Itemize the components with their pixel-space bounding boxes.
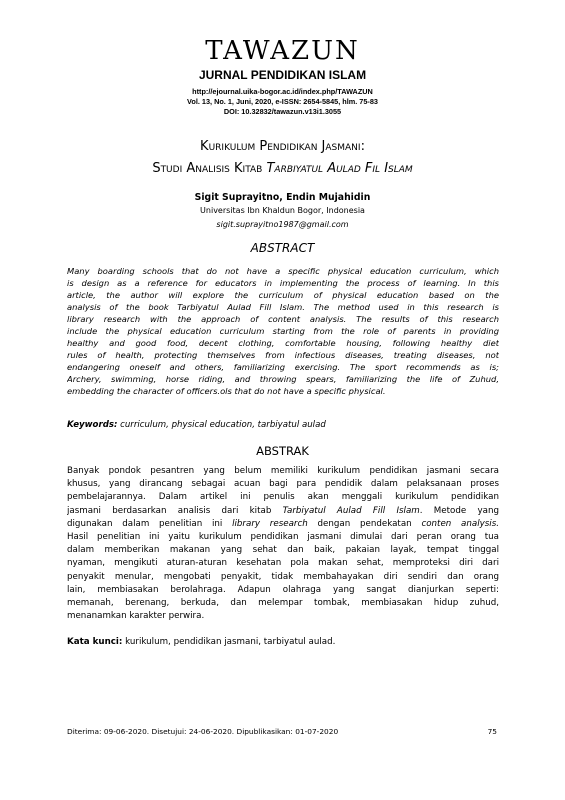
abstract-heading: ABSTRACT <box>250 241 315 255</box>
line-text: dalam memberikan makanan yang sehat dan baik, pakaian layak, tempat tinggal <box>67 545 499 556</box>
line-text: digunakan dalam penelitian ini <box>67 518 233 529</box>
abstract-line: Many boarding schools that do not have a specific physical education curriculum, which <box>67 266 499 276</box>
affiliation: Universitas Ibn Khaldun Bogor, Indonesia <box>200 206 365 215</box>
italic-term: conten analysis. <box>421 518 499 529</box>
abstrak-line <box>67 584 499 597</box>
line-text: pembelajarannya. Dalam artikel ini penulis akan menggali kurikulum pendidikan <box>67 492 499 503</box>
footer-dates: Diterima: 09-06-2020. Disetujui: 24-06-2020. Dipublikasikan: 01-07-2020 <box>67 727 339 736</box>
line-text: . Metode yang <box>419 505 499 516</box>
abstract-line: is design as a reference for educators in implementing the process of learning. In this <box>67 278 499 288</box>
kata-kunci-label: Kata kunci: <box>67 637 123 647</box>
abstract-line: rules of health, protecting themselves from infectious diseases, treating diseases, not <box>67 350 499 360</box>
abstract-body <box>67 265 499 397</box>
line-text: memanah, berenang, berkuda, dan melempar tombak, membiasakan hidup zuhud, <box>67 597 499 608</box>
italic-term: library research <box>232 518 308 529</box>
abstrak-line <box>67 465 499 478</box>
italic-term: Tarbiyatul Aulad Fill Islam <box>282 505 420 516</box>
doi[interactable]: DOI: 10.32832/tawazun.v13i1.3055 <box>223 107 342 116</box>
kata-kunci-values: kurikulum, pendidikan jasmani, tarbiyatul aulad. <box>122 637 336 647</box>
abstrak-line <box>67 478 499 491</box>
abstract-line: library research with the approach of content analysis. The results of this research <box>67 314 499 324</box>
abstrak-line <box>67 491 499 504</box>
keywords <box>67 419 499 431</box>
line-text: lain, membiasakan berolahraga. Adapun olahraga yang sangat dianjurkan seperti: <box>67 584 499 595</box>
kata-kunci <box>67 636 499 649</box>
abstract-line: include the physical education curriculum starting from the role of parents in providing <box>67 326 499 336</box>
line-text: Banyak pondok pesantren yang belum memiliki kurikulum pendidikan jasmani secara <box>67 466 499 476</box>
line-text: Hasil penelitian ini yaitu kurikulum pendidikan jasmani dimulai dari peran orang tua <box>67 531 499 542</box>
authors: Sigit Suprayitno, Endin Mujahidin <box>194 192 371 203</box>
author-email[interactable]: sigit.suprayitno1987@gmail.com <box>216 220 349 229</box>
article-title-line1: Kurikulum Pendidikan Jasmani: <box>200 139 365 154</box>
line-text: menanamkan karakter perwira. <box>67 611 205 622</box>
abstract-line: Archery, swimming, horse riding, and throwing spears, familiarizing the life of Zuhud, <box>67 374 499 384</box>
abstrak-line <box>67 531 499 544</box>
page-number: 75 <box>487 727 497 736</box>
abstrak-line <box>67 518 499 531</box>
line-text: penyakit menular, mengobati penyakit, tidak membahayakan diri sendiri dan orang <box>67 571 499 582</box>
volume-info: Vol. 13, No. 1, Juni, 2020, e-ISSN: 2654-5845, hlm. 75-83 <box>187 97 378 106</box>
abstrak-body <box>67 465 499 623</box>
abstrak-line <box>67 610 499 623</box>
journal-name: TAWAZUN <box>205 36 360 66</box>
journal-url[interactable]: http://ejournal.uika-bogor.ac.id/index.php/TAWAZUN <box>192 87 373 96</box>
abstract-line: healthy and good food, decent clothing, comfortable housing, following healthy diet <box>67 338 499 348</box>
abstract-line: article, the author will explore the curriculum of physical education based on the <box>67 290 499 300</box>
abstract-line: embedding the character of officers.ols that do not have a specific physical. <box>67 386 386 396</box>
journal-subtitle: JURNAL PENDIDIKAN ISLAM <box>198 68 367 82</box>
abstrak-line <box>67 557 499 570</box>
line-text: nyaman, mengikuti aturan-aturan kesehatan pola makan sehat, memproteksi diri dari <box>67 558 499 569</box>
abstrak-line <box>67 505 499 518</box>
title-prefix: Studi Analisis Kitab <box>152 161 267 176</box>
abstrak-line <box>67 571 499 584</box>
abstrak-heading: ABSTRAK <box>256 444 309 458</box>
abstract-line: analysis of the book Tarbiyatul Aulad Fill Islam. The method used in this research is <box>67 302 499 312</box>
abstrak-line <box>67 544 499 557</box>
line-text: khusus, yang dirancang sebagai acuan bagi para pendidik dalam pelaksanaan proses <box>67 479 499 490</box>
line-text: jasmani berdasarkan analisis dari kitab <box>67 505 283 516</box>
title-book-name: Tarbiyatul Aulad Fil Islam <box>266 161 413 176</box>
keywords-values: curriculum, physical education, tarbiyatul aulad <box>117 420 326 430</box>
keywords-label: Keywords: <box>67 420 118 430</box>
abstract-line: endangering oneself and others, familiarizing exercising. The sport recommends as is; <box>67 362 499 372</box>
article-title-line2 <box>0 160 565 177</box>
line-text: dengan pendekatan <box>307 518 422 529</box>
abstrak-line <box>67 597 499 610</box>
